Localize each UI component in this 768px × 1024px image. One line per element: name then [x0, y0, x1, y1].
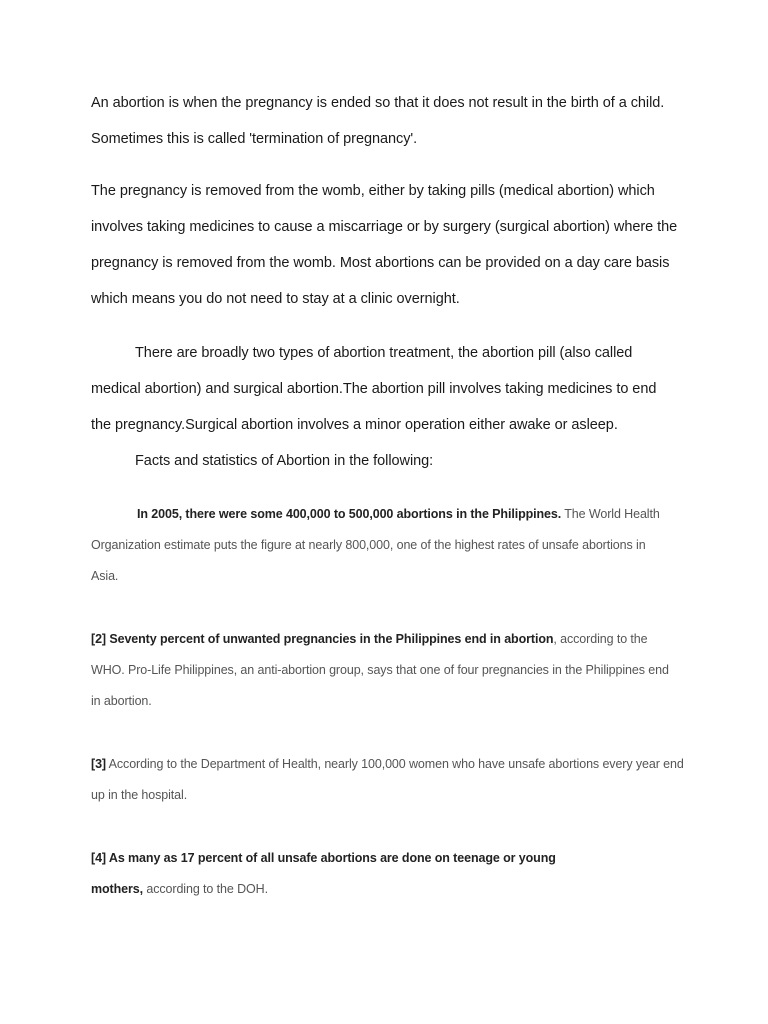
paragraph-procedure: The pregnancy is removed from the womb, either by taking pills (medical abortion) which involves taking medicines to cause a miscarriage or by surgery (surgical abortion) where the pregnancy is removed from the womb. Most abortions can be provided on a day care basis which means you do not need to stay at a clinic overnight. [91, 183, 678, 307]
fact-3 [91, 749, 686, 811]
fact-4-text: according to the DOH. [143, 882, 268, 896]
fact-4-highlight: [4] As many as 17 percent of all unsafe abortions are done on teenage or young mothers, [91, 851, 556, 896]
fact-1-highlight: In 2005, there were some 400,000 to 500,000 abortions in the Philippines. [137, 507, 562, 521]
fact-2-text: , according to the WHO. Pro-Life Philippines, an anti-abortion group, says that one of four pregnancies in the Philippines end in abortion. [91, 632, 669, 708]
fact-1-text: The World Health Organization estimate puts the figure at nearly 800,000, one of the highest rates of unsafe abortions in Asia. [91, 507, 660, 583]
paragraph-definition: An abortion is when the pregnancy is ended so that it does not result in the birth of a child. Sometimes this is called 'termination of pregnancy'. [91, 95, 665, 147]
fact-2 [91, 624, 676, 717]
fact-3-highlight: [3] [91, 757, 106, 771]
paragraph-types: There are broadly two types of abortion treatment, the abortion pill (also called medical abortion) and surgical abortion.The abortion pill involves taking medicines to end the pregnancy.Surgical abortion involves a minor operation either awake or asleep. [91, 345, 657, 433]
fact-2-highlight: [2] Seventy percent of unwanted pregnancies in the Philippines end in abortion [91, 632, 554, 646]
fact-4 [91, 843, 601, 905]
fact-3-text: According to the Department of Health, nearly 100,000 women who have unsafe abortions every year end up in the hospital. [91, 757, 684, 802]
paragraph-facts-intro: Facts and statistics of Abortion in the following: [135, 453, 434, 469]
fact-1 [91, 499, 671, 592]
